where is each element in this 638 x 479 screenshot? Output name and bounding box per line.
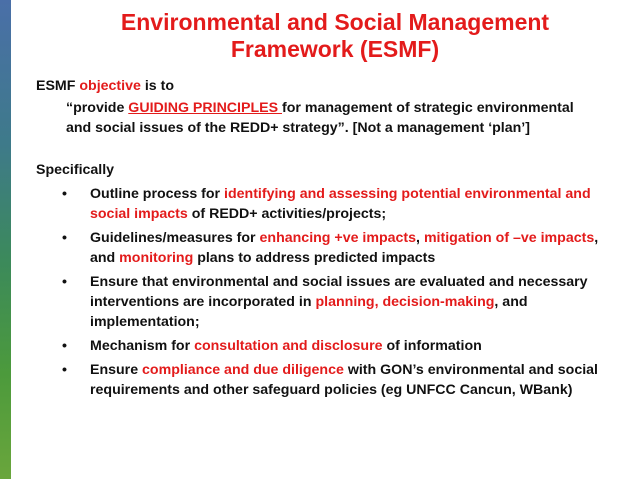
bullet-text: Guidelines/measures for bbox=[90, 230, 260, 246]
objective-line bbox=[36, 76, 626, 96]
bullet-icon: • bbox=[62, 186, 67, 202]
bullet-text: , and implementation; bbox=[90, 294, 528, 330]
bullet-text: Outline process for bbox=[90, 186, 225, 202]
bullet-text: Mechanism for bbox=[90, 338, 195, 354]
bullet-item bbox=[36, 184, 626, 224]
bullet-text: of REDD+ activities/projects; bbox=[187, 206, 387, 222]
quote-highlight: GUIDING PRINCIPLES bbox=[128, 100, 282, 116]
bullet-icon: • bbox=[62, 338, 67, 354]
bullet-highlight: enhancing +ve impacts bbox=[259, 230, 417, 246]
bullet-text: with GON’s environmental and social requirements and other safeguard policies (eg UNFCC Cancun, WBank) bbox=[90, 362, 598, 398]
bullet-highlight: compliance and due diligence bbox=[142, 362, 344, 378]
quote-open: “provide bbox=[66, 100, 129, 116]
slide-title bbox=[40, 9, 630, 63]
bullet-highlight: planning, decision-making bbox=[315, 294, 495, 310]
bullet-text: Ensure that environmental and social issues are evaluated and necessary interventions are incorporated in bbox=[90, 274, 588, 310]
bullet-highlight: monitoring bbox=[119, 250, 194, 266]
quote-rest-line1: for management of strategic environmental bbox=[282, 100, 574, 116]
bullet-text: , bbox=[416, 230, 424, 246]
bullet-item bbox=[36, 272, 626, 332]
bullet-text: , and bbox=[90, 230, 599, 266]
objective-prefix: ESMF bbox=[36, 78, 80, 94]
bullet-highlight: consultation and disclosure bbox=[194, 338, 383, 354]
title-line-2: Framework (ESMF) bbox=[230, 36, 440, 62]
decorative-side-bar bbox=[0, 0, 11, 479]
bullet-text: plans to address predicted impacts bbox=[193, 250, 436, 266]
objective-quote bbox=[66, 98, 626, 138]
bullet-highlight: mitigation of –ve impacts bbox=[423, 230, 595, 246]
bullet-text: of information bbox=[382, 338, 482, 354]
bullet-item bbox=[36, 336, 626, 356]
objective-suffix: is to bbox=[140, 78, 174, 94]
bullet-text: Ensure bbox=[90, 362, 143, 378]
slide-body bbox=[36, 76, 626, 404]
bullet-item bbox=[36, 228, 626, 268]
specifically-label: Specifically bbox=[36, 162, 115, 178]
quote-line2: and social issues of the REDD+ strategy”. [Not a management ‘plan’] bbox=[66, 120, 530, 136]
bullet-item bbox=[36, 360, 626, 400]
bullet-icon: • bbox=[62, 230, 67, 246]
title-line-1: Environmental and Social Management bbox=[120, 9, 550, 35]
objectives-bullet-list bbox=[36, 184, 626, 400]
bullet-highlight: identifying and assessing potential environmental and social impacts bbox=[90, 186, 591, 222]
bullet-icon: • bbox=[62, 362, 67, 378]
bullet-icon: • bbox=[62, 274, 67, 290]
objective-keyword: objective bbox=[79, 78, 141, 94]
